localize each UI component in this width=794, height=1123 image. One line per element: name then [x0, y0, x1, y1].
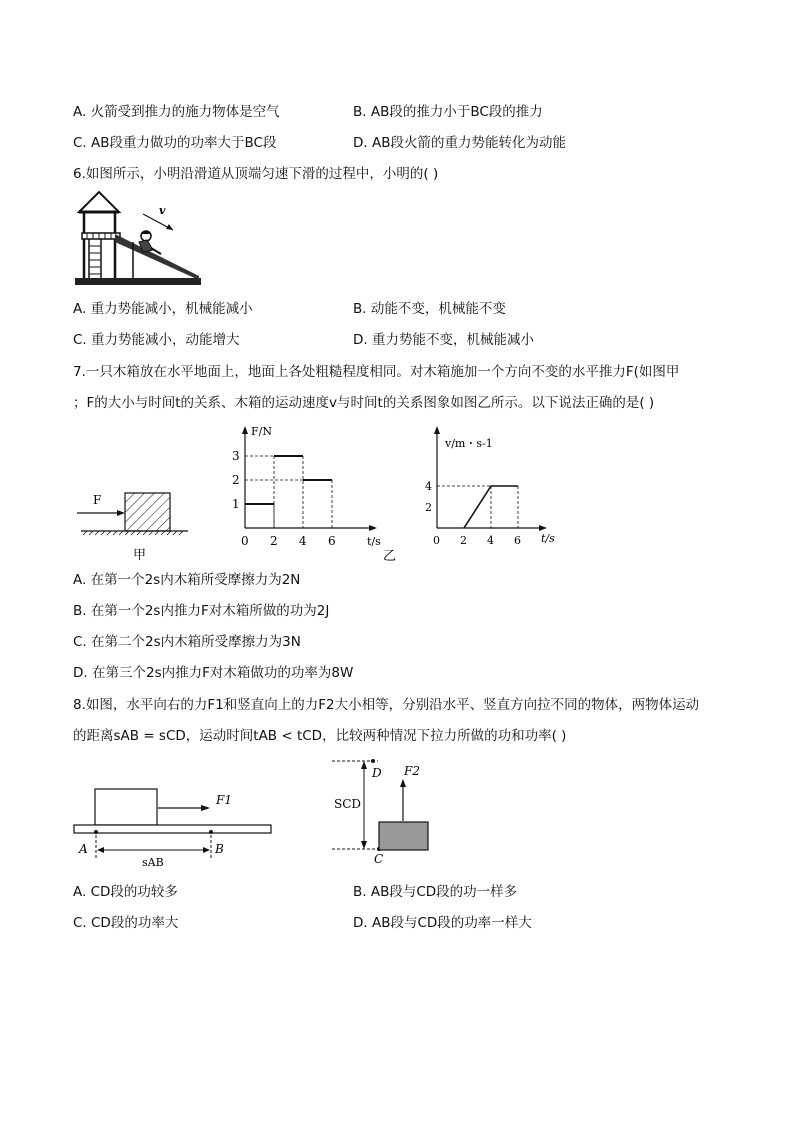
x-tick-label: 0	[241, 534, 249, 548]
f2-label: F2	[404, 764, 420, 778]
jia-caption: 甲	[133, 548, 147, 563]
x-tick-label: 0	[433, 534, 440, 547]
x-tick-label: 2	[270, 534, 278, 548]
q6-option-c: C. 重力势能减小，动能增大	[73, 332, 240, 348]
y-tick-label: 3	[232, 449, 240, 463]
q5-option-d: D. AB段火箭的重力势能转化为动能	[353, 135, 566, 151]
q6-stem: 6.如图所示，小明沿滑道从顶端匀速下滑的过程中，小明的( )	[73, 166, 439, 182]
block	[379, 822, 428, 850]
y-tick-label: 1	[232, 497, 240, 511]
q8-option-d: D. AB段与CD段的功率一样大	[353, 915, 532, 931]
q5-option-c: C. AB段重力做功的功率大于BC段	[73, 135, 277, 151]
x-tick-label: 4	[299, 534, 307, 548]
q5-option-a: A. 火箭受到推力的施力物体是空气	[73, 104, 280, 120]
point-c-label: C	[374, 852, 384, 866]
q8-horizontal-figure	[70, 780, 275, 875]
force-time-chart	[225, 420, 405, 565]
q8-stem-line1: 8.如图，水平向右的力F1和竖直向上的力F2大小相等，分别沿水平、竖直方向拉不同的物体，两物体运动	[73, 697, 700, 713]
q7-figure-jia	[73, 485, 193, 565]
board	[74, 825, 271, 833]
point-a-label: A	[79, 842, 88, 856]
tower-roof	[79, 192, 119, 212]
point-b-label: B	[215, 842, 224, 856]
q6-slide-figure	[73, 190, 208, 290]
y-axis-label: v/m・s-1	[445, 437, 493, 450]
ground	[75, 278, 201, 285]
q6-option-a: A. 重力势能减小，机械能减小	[73, 301, 253, 317]
yi-caption: 乙	[383, 549, 397, 564]
q8-stem-line2: 的距离sAB = sCD，运动时间tAB < tCD，比较两种情况下拉力所做的功和功率( )	[73, 728, 567, 744]
q7-stem-line1: 7.一只木箱放在水平地面上，地面上各处粗糙程度相同。对木箱施加一个方向不变的水平推力F(如图甲	[73, 364, 680, 380]
x-tick-label: 6	[328, 534, 336, 548]
q7-option-b: B. 在第一个2s内推力F对木箱所做的功为2J	[73, 603, 330, 619]
x-tick-label: 2	[460, 534, 467, 547]
q7-option-c: C. 在第二个2s内木箱所受摩擦力为3N	[73, 634, 301, 650]
slide	[115, 234, 199, 280]
distance-cd-label: SCD	[334, 797, 362, 811]
force-label: F	[93, 493, 102, 507]
wooden-box	[125, 493, 170, 531]
y-tick-label: 4	[425, 480, 432, 493]
q6-option-b: B. 动能不变，机械能不变	[353, 301, 506, 317]
q5-option-b: B. AB段的推力小于BC段的推力	[353, 104, 543, 120]
y-tick-label: 2	[232, 473, 240, 487]
q8-vertical-figure	[328, 755, 438, 870]
q7-stem-line2: ；F的大小与时间t的关系、木箱的运动速度v与时间t的关系图象如图乙所示。以下说法正确的是( )	[73, 395, 655, 411]
distance-ab-label: sAB	[142, 856, 164, 869]
q7-option-d: D. 在第三个2s内推力F对木箱做功的功率为8W	[73, 665, 354, 681]
q6-option-d: D. 重力势能不变，机械能减小	[353, 332, 534, 348]
y-axis-label: F/N	[251, 425, 272, 438]
q8-option-a: A. CD段的功较多	[73, 884, 178, 900]
f1-label: F1	[216, 793, 232, 807]
x-tick-label: 6	[514, 534, 521, 547]
y-tick-label: 2	[425, 501, 432, 514]
velocity-time-chart	[415, 420, 575, 560]
x-axis-label: t/s	[541, 532, 555, 545]
block	[95, 789, 157, 825]
point-d-label: D	[372, 766, 382, 780]
q8-option-b: B. AB段与CD段的功一样多	[353, 884, 518, 900]
x-axis-label: t/s	[367, 535, 381, 548]
x-tick-label: 4	[487, 534, 494, 547]
q7-option-a: A. 在第一个2s内木箱所受摩擦力为2N	[73, 572, 301, 588]
velocity-label: v	[159, 204, 166, 217]
q8-option-c: C. CD段的功率大	[73, 915, 179, 931]
